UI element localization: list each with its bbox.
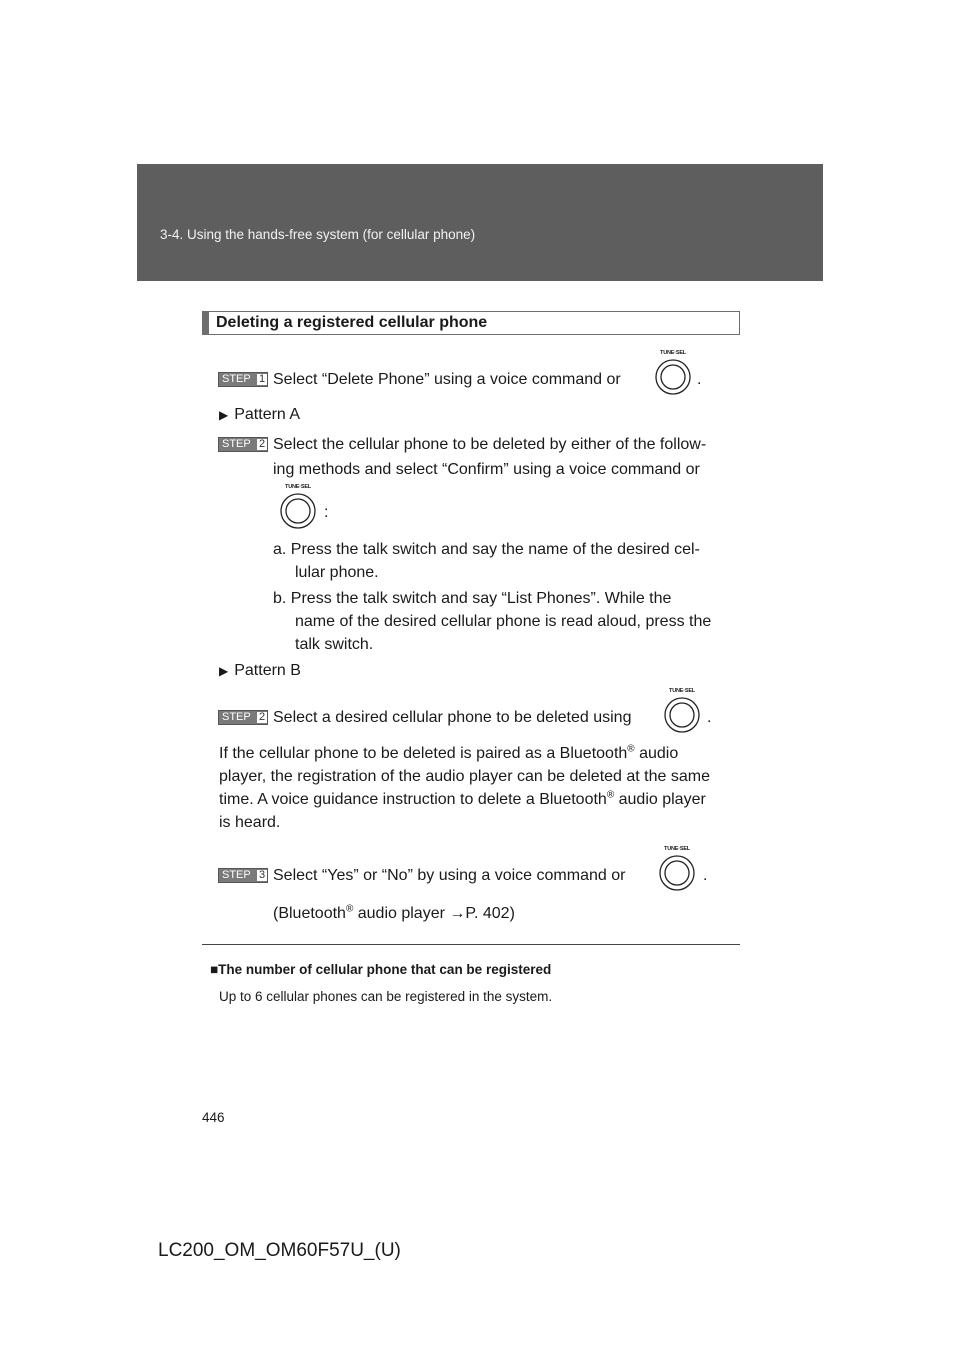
step-badge-1: [218, 372, 268, 387]
step2b-text: Select a desired cellular phone to be deleted using: [273, 709, 632, 726]
step2a-line1: Select the cellular phone to be deleted by either of the follow-: [273, 436, 707, 453]
ref-b: audio player →P. 402): [353, 905, 515, 922]
step1-text: Select “Delete Phone” using a voice command or: [273, 371, 621, 388]
bt-line3-b: audio player: [614, 791, 706, 808]
registered-mark: ®: [345, 903, 354, 915]
document-code: LC200_OM_OM60F57U_(U): [158, 1240, 401, 1261]
step-badge-2b: [218, 710, 268, 725]
bt-line1-a: If the cellular phone to be deleted is paired as a Bluetooth: [219, 745, 628, 762]
method-b-line3: talk switch.: [295, 636, 374, 653]
method-b-line1: b. Press the talk switch and say “List Phones”. While the: [273, 590, 672, 607]
bt-line1-b: audio: [634, 745, 679, 762]
pattern-b-label: Pattern B: [234, 662, 301, 679]
tune-sel-knob-icon: [276, 484, 320, 532]
step-number: 2: [258, 711, 266, 723]
section-title-box: [202, 311, 740, 335]
ref-a: (Bluetooth: [273, 905, 346, 922]
tune-sel-knob-icon: [660, 688, 704, 736]
knob-label: TUNE·SEL: [669, 688, 695, 694]
knob-label: TUNE·SEL: [285, 484, 311, 490]
step-badge-3: [218, 868, 268, 883]
page-number: 446: [202, 1110, 225, 1125]
note-marker-icon: ■: [210, 962, 219, 977]
knob-label: TUNE·SEL: [660, 350, 686, 356]
note-body: Up to 6 cellular phones can be registered in the system.: [219, 989, 553, 1004]
section-label: 3-4. Using the hands-free system (for cellular phone): [160, 227, 476, 242]
knob-label: TUNE·SEL: [664, 846, 690, 852]
step2a-tail: :: [324, 504, 329, 521]
step-number: 1: [258, 373, 266, 385]
bt-line3: [219, 789, 706, 811]
step2b-tail: .: [707, 709, 712, 726]
pattern-a-label: Pattern A: [234, 406, 301, 423]
method-a-line2: lular phone.: [295, 564, 379, 581]
step-badge-2a: [218, 437, 268, 452]
registered-mark: ®: [606, 789, 615, 801]
step-word: STEP: [222, 711, 251, 723]
step-number: 3: [258, 869, 266, 881]
bt-page-reference: [273, 903, 515, 925]
pattern-a-heading: [219, 404, 300, 426]
note-heading: [210, 962, 551, 977]
tune-sel-knob-icon: [655, 846, 699, 894]
divider: [202, 944, 740, 945]
triangle-right-icon: ▶: [219, 664, 229, 678]
tune-sel-knob-icon: [651, 350, 695, 398]
bt-line2: player, the registration of the audio player can be deleted at the same: [219, 768, 710, 785]
pattern-b-heading: [219, 660, 301, 682]
registered-mark: ®: [627, 743, 635, 755]
header-band: [137, 164, 823, 281]
triangle-right-icon: ▶: [219, 408, 229, 422]
step-word: STEP: [222, 438, 251, 450]
step2a-line2: ing methods and select “Confirm” using a voice command or: [273, 461, 700, 478]
step-word: STEP: [222, 373, 251, 385]
step3-text: Select “Yes” or “No” by using a voice command or: [273, 867, 626, 884]
step-number: 2: [258, 438, 266, 450]
step3-tail: .: [703, 867, 708, 884]
bt-line4: is heard.: [219, 814, 281, 831]
bt-line3-a: time. A voice guidance instruction to delete a Bluetooth: [219, 791, 607, 808]
bt-line1: [219, 743, 738, 765]
note-title: The number of cellular phone that can be registered: [218, 962, 552, 977]
step-word: STEP: [222, 869, 251, 881]
step1-tail: .: [697, 371, 702, 388]
section-title: Deleting a registered cellular phone: [216, 314, 488, 331]
method-b-line2: name of the desired cellular phone is read aloud, press the: [295, 613, 712, 630]
method-a-line1: a. Press the talk switch and say the name of the desired cel-: [273, 541, 700, 558]
